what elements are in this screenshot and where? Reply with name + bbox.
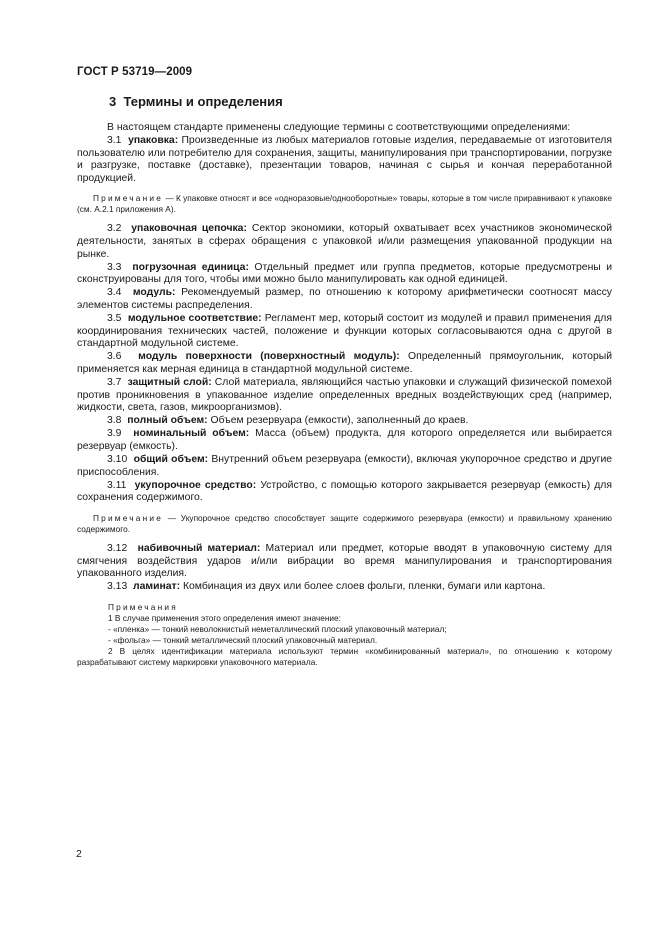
term-3-13: 3.13 ламинат: Комбинация из двух или более слоев фольги, пленки, бумаги или картона. <box>107 581 546 593</box>
note-1-film: - «пленка» — тонкий неволокнистый неметаллический плоский упаковочный материал; <box>108 623 447 634</box>
term-name: погрузочная единица: <box>132 261 249 273</box>
note-text: — Укупорочное средство способствует защите содержимого резервуара (емкости) и правильному хранению содержимого. <box>77 513 612 535</box>
section-heading <box>109 94 283 109</box>
notes-heading: Примечания <box>108 601 178 612</box>
note-label: Примечание <box>93 513 164 524</box>
term-name: укупорочное средство: <box>134 479 257 491</box>
term-3-8: 3.8 полный объем: Объем резервуара (емкости), заполненный до краев. <box>107 415 469 427</box>
term-name: упаковка: <box>128 135 179 147</box>
term-name: полный объем: <box>127 415 208 427</box>
document-code-header: ГОСТ Р 53719—2009 <box>77 66 193 78</box>
term-definition: Устройство, с помощью которого закрывается резервуар (емкость) для сохранения содержимого. <box>77 479 612 504</box>
term-3-2: 3.2 упаковочная цепочка: Сектор экономики, который охватывает всех участников экономической деятельности, занятых в сферах обращения с упаковкой и/или размещения упакованной продукции на рынке. <box>77 223 613 260</box>
intro-paragraph: В настоящем стандарте применены следующие термины с соответствующими определениями: <box>107 122 571 133</box>
term-3-1: 3.1 упаковка: Произведенные из любых материалов готовые изделия, передаваемые от изготовителя пользователю или потребителю для сохранения, защиты, манипулирования при транспортировании, погрузке и разгрузке, поставке (доставке), презентации товаров, начиная с сырья и кончая переработанной продукцией. <box>77 135 612 184</box>
note-3-11 <box>77 513 612 535</box>
term-3-10: 3.10 общий объем: Внутренний объем резервуара (емкости), включая укупорочное средство и другие приспособления. <box>77 454 613 478</box>
final-notes <box>77 602 612 668</box>
note-label: Примечание <box>93 193 164 204</box>
note-text: — К упаковке относят и все «одноразовые/однооборотные» товары, которые в том числе приравнивают к упаковке (см. А.2.1 приложения А). <box>77 193 612 215</box>
note-2: 2 В целях идентификации материала используют термин «комбинированный материал», по отношению к которому разрабатывают систему маркировки упаковочного материала. <box>77 645 612 667</box>
term-name: модуль поверхности (поверхностный модуль): <box>138 351 400 363</box>
term-name: модуль: <box>132 287 176 299</box>
term-definition: Произведенные из любых материалов готовые изделия, передаваемые от изготовителя пользователю или потребителю для сохранения, защиты, манипулирования при транспортировании, погрузке и разгрузке, поставке (доставке), презентации товаров, начиная с сырья и кончая переработанной продукцией. <box>77 135 612 184</box>
term-definition: Материал или предмет, которые вводят в упаковочную систему для смягчения воздействия ударов и/или вибрации во время манипулирования и транспортирования упакованного изделия. <box>77 543 612 580</box>
page-number: 2 <box>76 848 82 860</box>
term-3-5: 3.5 модульное соответствие: Регламент мер, который состоит из модулей и правил применения для координирования технических частей, положение и функции которых согласовываются одна с другой в стандартной модульной системе. <box>77 313 613 350</box>
term-3-9: 3.9 номинальный объем: Масса (объем) продукта, для которого определяется или выбирается резервуар (емкость). <box>77 428 612 453</box>
note-3-1 <box>77 193 612 215</box>
term-3-3: 3.3 погрузочная единица: Отдельный предмет или группа предметов, которые предусмотрены и сконструированы для того, чтобы ими можно было манипулировать как одной единицей. <box>77 261 613 286</box>
term-definition: Объем резервуара (емкости), заполненный до краев. <box>210 415 469 427</box>
term-definition: Регламент мер, который состоит из модулей и правил применения для координирования технических частей, положение и функции которых согласовываются одна с другой в стандартной модульной системе. <box>77 313 613 350</box>
term-name: защитный слой: <box>127 377 212 389</box>
term-3-11: 3.11 укупорочное средство: Устройство, с помощью которого закрывается резервуар (емкость) для сохранения содержимого. <box>77 479 612 504</box>
term-3-12: 3.12 набивочный материал: Материал или предмет, которые вводят в упаковочную систему для смягчения воздействия ударов и/или вибрации во время манипулирования и транспортирования упакованного изделия. <box>77 543 612 580</box>
term-name: упаковочная цепочка: <box>131 223 247 235</box>
term-name: набивочный материал: <box>137 543 261 555</box>
term-name: общий объем: <box>133 454 209 466</box>
term-name: модульное соответствие: <box>127 313 262 325</box>
term-definition: Комбинация из двух или более слоев фольги, пленки, бумаги или картона. <box>182 581 546 593</box>
note-1-foil: - «фольга» — тонкий металлический плоский упаковочный материал. <box>108 634 378 645</box>
section-number: 3 <box>109 94 117 109</box>
term-3-6: 3.6 модуль поверхности (поверхностный модуль): Определенный прямоугольник, который применяется как мерная единица в стандартной модульной системе. <box>77 351 612 375</box>
term-3-7: 3.7 защитный слой: Слой материала, являющийся частью упаковки и служащий физической помехой против проникновения в упакованное изделие определенных вредных воздействующих сред (например, жидкости, света, газов, микроорганизмов). <box>77 377 612 414</box>
term-name: номинальный объем: <box>133 428 250 440</box>
note-1: 1 В случае применения этого определения имеют значение: <box>108 612 341 623</box>
term-definition: Рекомендуемый размер, по отношению к которому арифметически соотносят массу элементов системы распределения. <box>77 287 612 312</box>
section-body <box>77 122 612 668</box>
term-definition: Отдельный предмет или группа предметов, которые предусмотрены и сконструированы для того, чтобы ими можно было манипулировать как одной единицей. <box>77 261 613 286</box>
term-3-4: 3.4 модуль: Рекомендуемый размер, по отношению к которому арифметически соотносят массу элементов системы распределения. <box>77 287 612 312</box>
term-definition: Слой материала, являющийся частью упаковки и служащий физической помехой против проникновения в упакованное изделие определенных вредных воздействующих сред (например, жидкости, света, газов, микроорганизмов). <box>77 377 612 414</box>
section-title: Термины и определения <box>123 94 283 109</box>
term-definition: Сектор экономики, который охватывает всех участников экономической деятельности, занятых в сферах обращения с упаковкой и/или размещения упакованной продукции на рынке. <box>77 223 613 260</box>
term-definition: Внутренний объем резервуара (емкости), включая укупорочное средство и другие приспособления. <box>77 454 613 478</box>
term-definition: Масса (объем) продукта, для которого определяется или выбирается резервуар (емкость). <box>77 428 612 453</box>
term-definition: Определенный прямоугольник, который применяется как мерная единица в стандартной модульной системе. <box>77 351 612 375</box>
term-name: ламинат: <box>133 581 181 593</box>
